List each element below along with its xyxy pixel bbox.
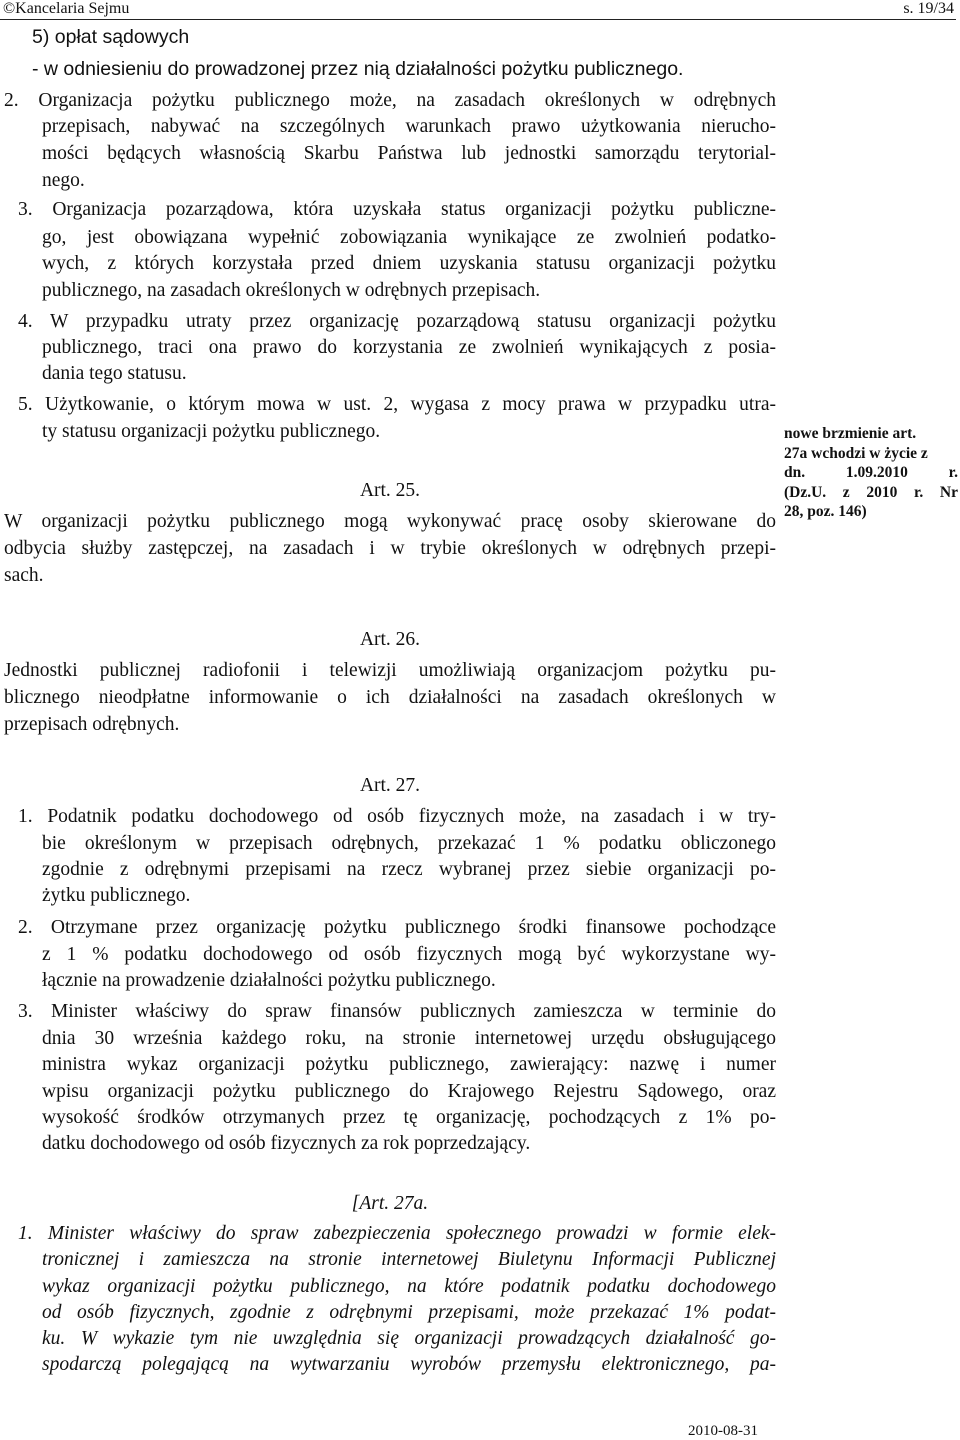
text-line: publicznego, na zasadach określonych w odrębnych przepisach. xyxy=(42,280,541,301)
text-line: 4. W przypadku utraty przez organizację pozarządową statusu organizacji pożytku xyxy=(18,311,776,332)
margin-note-line: dn. 1.09.2010 r. xyxy=(784,464,958,481)
text-line: wykaz organizacji pożytku publicznego, na które podatnik podatku dochodowego xyxy=(42,1276,776,1297)
text-line: przepisach odrębnych. xyxy=(4,714,180,735)
text-line: wych, z których korzystała przed dniem uzyskania statusu organizacji pożytku xyxy=(42,253,776,274)
text-line: dania tego statusu. xyxy=(42,363,187,384)
text-line: odbycia służby zastępczej, na zasadach i w trybie określonych w odrębnych przepi- xyxy=(4,538,776,559)
text-line: zgodnie z odrębnymi przepisami na rzecz wybranej przez siebie organizacji po- xyxy=(42,859,776,880)
margin-note-line: 27a wchodzi w życie z xyxy=(784,444,928,462)
header-publisher: ©Kancelaria Sejmu xyxy=(3,0,130,17)
margin-note-line: nowe brzmienie art. xyxy=(784,425,917,442)
text-line: 2. Organizacja pożytku publicznego może, na zasadach określonych w odrębnych xyxy=(4,90,776,111)
text-line: 1. Podatnik podatku dochodowego od osób fizycznych może, na zasadach i w try- xyxy=(18,806,776,827)
document-body xyxy=(4,0,776,1440)
footer-date: 2010-08-31 xyxy=(688,1423,758,1439)
text-line: - w odniesieniu do prowadzonej przez nią działalności pożytku publicznego. xyxy=(32,58,684,80)
text-line: ministra wykaz organizacji pożytku publicznego, zawierający: nazwę i numer xyxy=(42,1054,776,1075)
text-line: ty statusu organizacji pożytku publicznego. xyxy=(42,421,381,442)
text-line: blicznego nieodpłatne informowanie o ich działalności na zasadach określonych w xyxy=(4,687,776,708)
text-line: 2. Otrzymane przez organizację pożytku publicznego środki finansowe pochodzące xyxy=(18,917,776,938)
text-line: 1. Minister właściwy do spraw zabezpieczenia społecznego prowadzi w formie elek- xyxy=(18,1223,776,1244)
text-line: 3. Minister właściwy do spraw finansów publicznych zamieszcza w terminie do xyxy=(18,1001,776,1022)
text-line: 3. Organizacja pozarządowa, która uzyskała status organizacji pożytku publiczne- xyxy=(18,199,776,220)
text-line: W organizacji pożytku publicznego mogą wykonywać pracę osoby skierowane do xyxy=(4,511,776,532)
text-line: datku dochodowego od osób fizycznych za rok poprzedzający. xyxy=(42,1133,531,1154)
text-line: ku. W wykazie tym nie uwzględnia się organizacji prowadzących działalność go- xyxy=(42,1328,776,1349)
text-line: tronicznej i zamieszcza na stronie internetowej Biuletynu Informacji Publicznej xyxy=(42,1249,776,1270)
margin-note xyxy=(784,424,958,522)
article-heading: [Art. 27a. xyxy=(351,1193,429,1214)
text-line: wysokość środków otrzymanych przez tę organizację, pochodzących z 1% po- xyxy=(42,1107,776,1128)
text-line: wpisu organizacji pożytku publicznego do Krajowego Rejestru Sądowego, oraz xyxy=(42,1081,776,1102)
text-line: spodarczą polegającą na wytwarzaniu wyrobów przemysłu elektronicznego, pa- xyxy=(42,1354,776,1375)
text-line: nego. xyxy=(42,170,85,191)
article-heading: Art. 27. xyxy=(359,775,421,796)
text-line: dnia 30 września każdego roku, na stronie internetowej urzędu obsługującego xyxy=(42,1028,776,1049)
text-line: publicznego, traci ona prawo do korzystania ze zwolnień wynikających z posia- xyxy=(42,337,776,358)
text-line: żytku publicznego. xyxy=(42,885,191,906)
text-line: go, jest obowiązana wypełnić zobowiązania wynikające ze zwolnień podatko- xyxy=(42,227,776,248)
margin-note-line: (Dz.U. z 2010 r. Nr xyxy=(784,483,958,501)
margin-note-line: 28, poz. 146) xyxy=(784,503,867,520)
text-line: mości będących własnością Skarbu Państwa lub jednostki samorządu terytorial- xyxy=(42,143,776,164)
text-line: 5) opłat sądowych xyxy=(32,26,190,48)
text-line: łącznie na prowadzenie działalności pożytku publicznego. xyxy=(42,970,496,991)
text-line: sach. xyxy=(4,565,44,586)
text-line: bie określonym w przepisach odrębnych, przekazać 1 % podatku obliczonego xyxy=(42,833,776,854)
text-line: Jednostki publicznej radiofonii i telewizji umożliwiają organizacjom pożytku pu- xyxy=(4,660,776,681)
text-line: przepisach, nabywać na szczególnych warunkach prawo użytkowania nierucho- xyxy=(42,116,776,137)
article-heading: Art. 26. xyxy=(359,629,421,650)
text-line: od osób fizycznych, zgodnie z odrębnymi przepisami, może przekazać 1% podat- xyxy=(42,1302,776,1323)
text-line: 5. Użytkowanie, o którym mowa w ust. 2, wygasa z mocy prawa w przypadku utra- xyxy=(18,394,776,415)
text-line: z 1 % podatku dochodowego od osób fizycznych mogą być wykorzystane wy- xyxy=(42,944,776,965)
header-page-number: s. 19/34 xyxy=(903,0,954,17)
article-heading: Art. 25. xyxy=(359,480,421,501)
